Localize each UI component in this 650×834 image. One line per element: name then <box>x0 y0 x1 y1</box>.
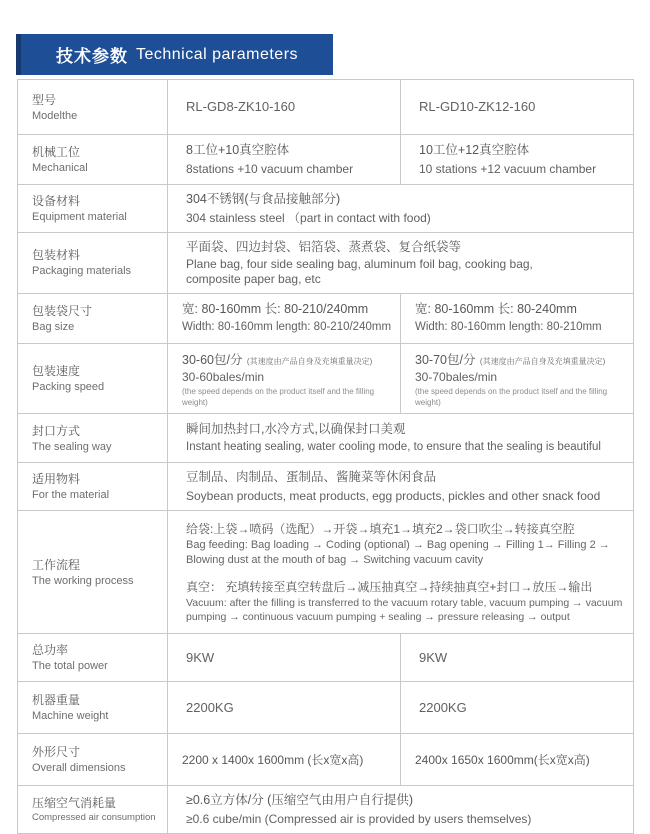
row-label <box>18 463 168 511</box>
row-label-en: The working process <box>32 574 134 587</box>
cell-line: 30-60bales/min <box>182 370 265 385</box>
row-label <box>18 786 168 834</box>
row-label-cn: 包装袋尺寸 <box>32 303 93 318</box>
row-label-cn: 总功率 <box>32 643 69 658</box>
cell-line <box>415 349 625 371</box>
row-label-en: For the material <box>32 489 110 502</box>
cell-line: 9KW <box>419 649 448 665</box>
row-label <box>18 634 168 682</box>
cell-dimensions-2 <box>401 734 634 786</box>
table-row-applicable-material <box>18 463 634 511</box>
speed-value: 30-60包/分 <box>182 352 243 367</box>
row-label-cn: 包装速度 <box>32 364 81 379</box>
row-label-en: Modelthe <box>32 109 78 122</box>
cell-line: RL-GD10-ZK12-160 <box>419 99 536 115</box>
table-row-sealing-way <box>18 414 634 463</box>
row-label-en: Bag size <box>32 320 75 333</box>
speed-note-en: (the speed depends on the product itself and the filling weight) <box>182 386 375 408</box>
cell-line: 30-70bales/min <box>415 370 498 385</box>
row-label-en: Compressed air consumption <box>32 812 156 823</box>
cell-line: 2200 x 1400x 1600mm (长x宽x高) <box>182 752 364 767</box>
cell-line: 8工位+10真空腔体 <box>186 143 290 158</box>
cell-compressed-air <box>168 786 634 834</box>
section-title-banner <box>16 34 333 75</box>
row-label-cn: 型号 <box>32 92 57 107</box>
table-row-model <box>18 80 634 135</box>
table-row-total-power <box>18 634 634 682</box>
section-title-en: Technical parameters <box>135 45 299 63</box>
row-label <box>18 80 168 135</box>
row-label <box>18 734 168 786</box>
cell-line <box>182 349 392 371</box>
cell-line: 给袋:上袋→喷码（选配）→开袋→填充1→填充2→袋口吹尘→转接真空腔 <box>186 522 575 536</box>
row-label-en: Packaging materials <box>32 265 132 278</box>
cell-stations-2 <box>401 135 634 185</box>
cell-line: Instant heating sealing, water cooling mode, to ensure that the sealing is beautiful <box>186 441 601 453</box>
row-label-en: Overall dimensions <box>32 762 126 775</box>
cell-line: 宽: 80-160mm 长: 80-240mm <box>415 302 577 317</box>
row-label <box>18 414 168 463</box>
cell-line: Width: 80-160mm length: 80-210/240mm <box>182 320 392 333</box>
row-label-en: The total power <box>32 660 108 673</box>
process-block-vacuum <box>186 578 625 624</box>
table-row-packaging-materials <box>18 232 634 293</box>
section-title-cn: 技术参数 <box>55 47 128 66</box>
cell-bag-size-1 <box>168 293 401 343</box>
row-label-cn: 机械工位 <box>32 145 81 160</box>
cell-applicable-material <box>168 463 634 511</box>
row-label <box>18 232 168 293</box>
row-label <box>18 682 168 734</box>
process-block-bag-feeding <box>186 520 625 568</box>
row-label <box>18 293 168 343</box>
speed-note-cn: (其速度由产品自身及充填重量决定) <box>246 356 373 366</box>
row-label-cn: 封口方式 <box>32 423 81 438</box>
cell-line: Vacuum: after the filling is transferred to the vacuum rotary table, vacuum pumping → vacuum pumping → continuous vacuum pumping + sealing → pressure releasing → output <box>186 596 623 623</box>
cell-power-1 <box>168 634 401 682</box>
row-label-cn: 机器重量 <box>32 693 81 708</box>
row-label <box>18 343 168 414</box>
table-row-working-process <box>18 511 634 634</box>
table-row-bag-size <box>18 293 634 343</box>
cell-line: Bag feeding: Bag loading → Coding (optional) → Bag opening → Filling 1→ Filling 2 → Blowing dust at the mouth of bag → Switching vacuum cavity <box>186 539 610 566</box>
table-row-mechanical <box>18 135 634 185</box>
cell-power-2 <box>401 634 634 682</box>
spec-table <box>17 79 634 834</box>
table-row-equipment-material <box>18 185 634 233</box>
cell-line: composite paper bag, etc <box>186 272 321 287</box>
row-label-en: Equipment material <box>32 210 127 223</box>
cell-model-1 <box>168 80 401 135</box>
table-row-machine-weight <box>18 682 634 734</box>
cell-line: 9KW <box>186 649 215 665</box>
row-label-cn: 压缩空气消耗量 <box>32 796 117 810</box>
table-row-overall-dimensions <box>18 734 634 786</box>
row-label-cn: 设备材料 <box>32 193 81 208</box>
cell-line: 10工位+12真空腔体 <box>419 143 530 158</box>
cell-packing-speed-2 <box>401 343 634 414</box>
cell-line: RL-GD8-ZK10-160 <box>186 99 296 115</box>
row-label-cn: 包装材料 <box>32 248 81 263</box>
row-label-en: Machine weight <box>32 710 109 723</box>
row-label <box>18 511 168 634</box>
row-label-en: The sealing way <box>32 440 112 453</box>
cell-equipment-material <box>168 185 634 233</box>
cell-bag-size-2 <box>401 293 634 343</box>
cell-line: Plane bag, four side sealing bag, aluminum foil bag, cooking bag, <box>186 256 533 271</box>
cell-model-2 <box>401 80 634 135</box>
row-label-cn: 工作流程 <box>32 557 81 572</box>
cell-line: ≥0.6立方体/分 (压缩空气由用户自行提供) <box>186 793 414 808</box>
row-label-cn: 外形尺寸 <box>32 745 81 760</box>
cell-line: 2400x 1650x 1600mm(长x宽x高) <box>415 752 590 767</box>
cell-weight-1 <box>168 682 401 734</box>
cell-weight-2 <box>401 682 634 734</box>
cell-packing-speed-1 <box>168 343 401 414</box>
cell-line: 平面袋、四边封袋、铝箔袋、蒸煮袋、复合纸袋等 <box>186 239 462 254</box>
cell-line: Soybean products, meat products, egg products, pickles and other snack food <box>186 489 601 503</box>
cell-line: 宽: 80-160mm 长: 80-210/240mm <box>182 302 369 317</box>
cell-packaging-materials <box>168 232 634 293</box>
speed-value: 30-70包/分 <box>415 352 476 367</box>
cell-line: 2200KG <box>186 699 234 715</box>
cell-line: Width: 80-160mm length: 80-210mm <box>415 320 602 333</box>
cell-stations-1 <box>168 135 401 185</box>
cell-line: 2200KG <box>419 699 467 715</box>
row-label <box>18 135 168 185</box>
cell-working-process <box>168 511 634 634</box>
row-label <box>18 185 168 233</box>
cell-dimensions-1 <box>168 734 401 786</box>
cell-sealing-way <box>168 414 634 463</box>
cell-line: ≥0.6 cube/min (Compressed air is provided by users themselves) <box>186 811 532 826</box>
speed-note-en: (the speed depends on the product itself and the filling weight) <box>415 386 608 408</box>
row-label-en: Mechanical <box>32 162 88 175</box>
cell-line: 304不锈钢(与食品接触部分) <box>186 192 341 206</box>
cell-line: 304 stainless steel （part in contact with food) <box>186 210 431 225</box>
cell-line: 瞬间加热封口,水冷方式,以确保封口美观 <box>186 422 406 437</box>
table-row-packing-speed <box>18 343 634 414</box>
speed-note-cn: (其速度由产品自身及充填重量决定) <box>479 356 606 366</box>
cell-line: 豆制品、肉制品、蛋制品、酱腌菜等休闲食品 <box>186 470 437 485</box>
cell-line: 10 stations +12 vacuum chamber <box>419 161 597 176</box>
row-label-en: Packing speed <box>32 381 105 394</box>
cell-line: 真空： 充填转接至真空转盘后→减压抽真空→持续抽真空+封口→放压→输出 <box>186 579 593 594</box>
table-row-compressed-air <box>18 786 634 834</box>
row-label-cn: 适用物料 <box>32 472 81 487</box>
cell-line: 8stations +10 vacuum chamber <box>186 161 354 176</box>
